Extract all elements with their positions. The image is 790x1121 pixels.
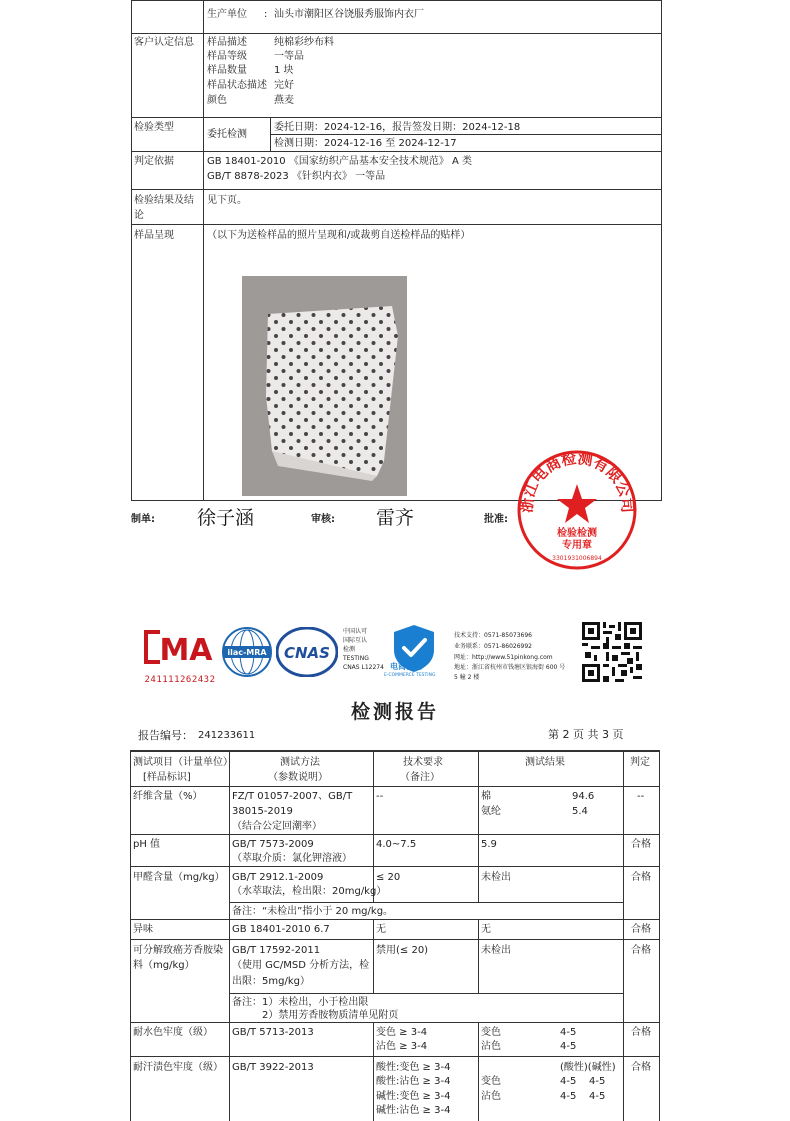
fiber-result-name-2: 氨纶 <box>481 806 501 817</box>
header-req-1: 技术要求 <box>403 757 443 768</box>
ph-judge: 合格 <box>631 839 651 850</box>
sample-color-label: 颜色 <box>207 95 227 106</box>
report-no: 241233611 <box>198 730 256 741</box>
fiber-item: 纤维含量（%） <box>133 791 203 802</box>
formaldehyde-item: 甲醛含量（mg/kg） <box>133 872 225 883</box>
svg-text:CNAS: CNAS <box>284 644 330 662</box>
header-method-1: 测试方法 <box>280 757 320 768</box>
inspection-type-value: 委托检测 <box>207 129 247 140</box>
water-item: 耐水色牢度（级） <box>133 1027 213 1038</box>
ph-method-2: （萃取介质：氯化钾溶液） <box>232 853 352 864</box>
amine-item-1: 可分解致癌芳香胺染 <box>133 945 223 956</box>
formaldehyde-note: 备注：“未检出”指小于 20 mg/kg。 <box>232 906 394 917</box>
fiber-result-name-1: 棉 <box>481 791 491 802</box>
svg-text:MA: MA <box>159 633 213 668</box>
sweat-result-name-2: 沾色 <box>481 1091 501 1102</box>
ph-result: 5.9 <box>481 839 497 850</box>
prepared-label: 制单: <box>131 514 155 525</box>
official-seal <box>515 448 639 572</box>
sweat-method: GB/T 3922-2013 <box>232 1062 314 1073</box>
fiber-result-value-2: 5.4 <box>572 806 588 817</box>
formaldehyde-method-2: （水萃取法，检出限：20mg/kg） <box>232 886 387 897</box>
cnas-logo <box>276 627 338 677</box>
svg-text:专用章: 专用章 <box>562 540 592 551</box>
seal-company-text: 浙江电商检测有限公司 <box>517 449 637 514</box>
amine-judge: 合格 <box>631 945 651 956</box>
odor-judge: 合格 <box>631 924 651 935</box>
sample-grade-value: 一等品 <box>274 51 304 62</box>
sweat-req-3: 碱性:变色 ≥ 3-4 <box>376 1091 451 1102</box>
odor-method: GB 18401-2010 6.7 <box>232 924 330 935</box>
reviewed-signature: 雷齐 <box>376 507 415 529</box>
water-result-value-1: 4-5 <box>560 1027 577 1038</box>
reviewed-label: 审核: <box>311 514 335 525</box>
water-req-2: 沾色 ≥ 3-4 <box>376 1041 428 1052</box>
fiber-method-1: FZ/T 01057-2007、GB/T <box>232 791 353 802</box>
amine-item-2: 料（mg/kg） <box>133 960 195 971</box>
header-judge: 判定 <box>630 757 650 768</box>
sweat-req-4: 碱性:沾色 ≥ 3-4 <box>376 1105 451 1116</box>
inspection-type-label: 检验类型 <box>134 122 174 133</box>
sample-qty-value: 1 块 <box>274 65 294 76</box>
svg-text:241111262432: 241111262432 <box>144 675 216 685</box>
amine-note-1: 备注：1）未检出，小于检出限 <box>232 997 369 1008</box>
ph-item: pH 值 <box>133 839 161 850</box>
water-method: GB/T 5713-2013 <box>232 1027 314 1038</box>
svg-text:检验检测: 检验检测 <box>557 528 597 539</box>
sweat-judge: 合格 <box>631 1062 651 1073</box>
website: 网址：http://www.51pinkong.com <box>454 654 553 661</box>
water-req-1: 变色 ≥ 3-4 <box>376 1027 428 1038</box>
formaldehyde-judge: 合格 <box>631 872 651 883</box>
header-item-1: 测试项目（计量单位） <box>133 757 233 768</box>
svg-text:3301931006894: 3301931006894 <box>552 555 602 562</box>
formaldehyde-req: ≤ 20 <box>376 872 401 883</box>
sample-desc-value: 纯棉彩纱布料 <box>274 37 334 48</box>
basis-line-1: GB 18401-2010 《国家纺织产品基本安全技术规范》 A 类 <box>207 156 473 167</box>
client-confirm-label: 客户认定信息 <box>134 37 194 48</box>
water-judge: 合格 <box>631 1027 651 1038</box>
result-label-2: 论 <box>134 210 144 221</box>
sample-state-label: 样品状态描述 <box>207 80 267 91</box>
header-req-2: （备注） <box>400 772 440 783</box>
prepared-signature: 徐子涵 <box>197 507 255 529</box>
report-no-label: 报告编号： <box>138 729 193 742</box>
header-method-2: （参数说明） <box>268 772 328 783</box>
tech-support: 技术支持：0571-85073696 <box>454 632 532 639</box>
result-value: 见下页。 <box>207 195 247 206</box>
odor-req: 无 <box>376 924 386 935</box>
sample-grade-label: 样品等级 <box>207 51 247 62</box>
amine-method-2: （使用 GC/MSD 分析方法，检 <box>232 960 370 971</box>
water-result-name-2: 沾色 <box>481 1041 501 1052</box>
odor-item: 异味 <box>133 924 153 935</box>
fiber-req: -- <box>376 791 384 802</box>
sweat-result-value-1: 4-5 4-5 <box>560 1076 606 1087</box>
amine-result: 未检出 <box>481 945 511 956</box>
amine-method-1: GB/T 17592-2011 <box>232 945 321 956</box>
header-item-2: [样品标识] <box>143 772 191 783</box>
sweat-req-1: 酸性:变色 ≥ 3-4 <box>376 1062 451 1073</box>
formaldehyde-method-1: GB/T 2912.1-2009 <box>232 872 324 883</box>
ecommerce-testing-logo: 电商检测 E-COMMERCE TESTING <box>384 622 444 684</box>
dates-line-2: 检测日期：2024-12-16 至 2024-12-17 <box>274 138 457 149</box>
formaldehyde-result: 未检出 <box>481 872 511 883</box>
sweat-result-name-1: 变色 <box>481 1076 501 1087</box>
sample-qty-label: 样品数量 <box>207 65 247 76</box>
sample-show-label: 样品呈现 <box>134 230 174 241</box>
basis-line-2: GB/T 8878-2023 《针织内衣》 一等品 <box>207 171 386 182</box>
approved-label: 批准: <box>484 514 508 525</box>
sweat-req-2: 酸性:沾色 ≥ 3-4 <box>376 1076 451 1087</box>
sample-photo <box>242 276 407 496</box>
sweat-item: 耐汗渍色牢度（级） <box>133 1062 223 1073</box>
producer-label: 生产单位 <box>207 9 247 20</box>
fiber-method-3: （结合公定回潮率） <box>232 821 322 832</box>
header-result: 测试结果 <box>525 757 565 768</box>
svg-text:ilac-MRA: ilac-MRA <box>227 648 267 657</box>
amine-note-2: 2）禁用芳香胺物质清单见附页 <box>262 1010 399 1021</box>
water-result-name-1: 变色 <box>481 1027 501 1038</box>
ph-method-1: GB/T 7573-2009 <box>232 839 314 850</box>
basis-label: 判定依据 <box>134 156 174 167</box>
dates-line-1: 委托日期：2024-12-16，报告签发日期：2024-12-18 <box>274 122 521 133</box>
report-title: 检测报告 <box>350 701 439 723</box>
water-result-value-2: 4-5 <box>560 1041 577 1052</box>
sample-state-value: 完好 <box>274 80 294 91</box>
page-info: 第 2 页 共 3 页 <box>548 728 624 741</box>
ph-req: 4.0~7.5 <box>376 839 417 850</box>
address-2: 5 幢 2 楼 <box>454 674 480 681</box>
address: 地址：浙江省杭州市钱塘区银海街 600 号 <box>454 664 566 671</box>
qr-code[interactable] <box>582 622 642 682</box>
producer-value: 汕头市潮阳区谷饶服秀服饰内衣厂 <box>274 9 424 20</box>
fiber-result-value-1: 94.6 <box>572 791 595 802</box>
business-contact: 业务联系：0571-86026992 <box>454 643 532 650</box>
sample-color-value: 燕麦 <box>274 95 294 106</box>
ilac-mra-logo <box>222 627 272 677</box>
sample-show-note: （以下为送检样品的照片呈现和/或裁剪自送检样品的贴样） <box>207 230 471 241</box>
cma-logo <box>140 624 220 686</box>
odor-result: 无 <box>481 924 491 935</box>
result-label-1: 检验结果及结 <box>134 195 194 206</box>
amine-method-3: 出限：5mg/kg） <box>232 976 310 987</box>
fiber-method-2: 38015-2019 <box>232 806 293 817</box>
sweat-result-value-2: 4-5 4-5 <box>560 1091 606 1102</box>
sample-desc-label: 样品描述 <box>207 37 247 48</box>
fiber-judge: -- <box>637 791 645 802</box>
sweat-result-header: (酸性)(碱性) <box>560 1062 616 1073</box>
amine-req: 禁用(≤ 20) <box>376 945 429 956</box>
